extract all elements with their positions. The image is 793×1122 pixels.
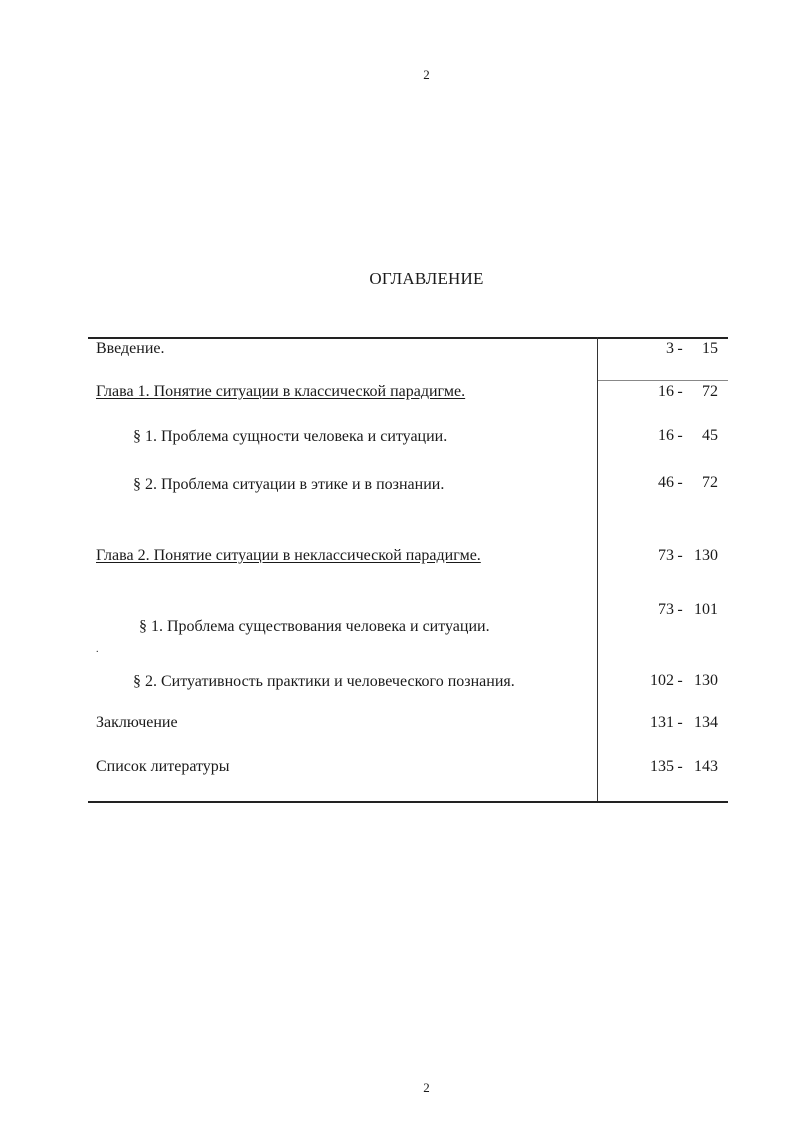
- page-to: 134: [694, 714, 718, 731]
- toc-entry-chapter-1: Глава 1. Понятие ситуации в классической парадигме.: [96, 383, 466, 400]
- toc-pages-conclusion: [628, 714, 718, 732]
- page-separator: -: [677, 474, 683, 491]
- page-from: 135: [650, 758, 674, 775]
- page-to: 45: [702, 427, 718, 444]
- page-to: 15: [702, 340, 718, 357]
- toc-pages-introduction: [628, 340, 718, 358]
- toc-pages-chapter-2-section-2: [628, 672, 718, 690]
- toc-pages-chapter-2-section-1: [628, 601, 718, 619]
- page-number-top: 2: [423, 67, 430, 82]
- page-separator: -: [677, 601, 683, 618]
- page-from: 16: [658, 383, 674, 400]
- page-to: 143: [694, 758, 718, 775]
- table-top-rule: [88, 337, 728, 339]
- column-divider: [597, 337, 598, 802]
- table-of-contents: [88, 337, 728, 802]
- stray-mark: .: [96, 644, 99, 655]
- toc-pages-chapter-1-section-2: [628, 474, 718, 492]
- toc-pages-chapter-1-section-1: [628, 427, 718, 445]
- page-to: 130: [694, 672, 718, 689]
- page-to: 72: [702, 474, 718, 491]
- page-from: 16: [658, 427, 674, 444]
- page-from: 131: [650, 714, 674, 731]
- page-to: 130: [694, 547, 718, 564]
- page-column-header-rule: [598, 380, 728, 381]
- toc-entry-chapter-2: Глава 2. Понятие ситуации в неклассической парадигме.: [96, 547, 481, 564]
- page-from: 73: [658, 601, 674, 618]
- toc-entry-conclusion: Заключение: [96, 714, 178, 731]
- page-from: 3: [666, 340, 674, 357]
- toc-pages-chapter-2: [628, 547, 718, 565]
- toc-entry-bibliography: Список литературы: [96, 758, 230, 775]
- page-title: ОГЛАВЛЕНИЕ: [369, 269, 484, 288]
- page-to: 72: [702, 383, 718, 400]
- page-to: 101: [694, 601, 718, 618]
- toc-entry-chapter-1-section-1: § 1. Проблема сущности человека и ситуации.: [133, 428, 448, 445]
- page-number-bottom: 2: [423, 1080, 430, 1095]
- page-separator: -: [677, 383, 683, 400]
- page-from: 102: [650, 672, 674, 689]
- toc-entry-chapter-1-section-2: § 2. Проблема ситуации в этике и в познании.: [133, 476, 445, 493]
- page-separator: -: [677, 547, 683, 564]
- toc-entry-chapter-2-section-2: § 2. Ситуативность практики и человеческого познания.: [133, 673, 515, 690]
- page-from: 73: [658, 547, 674, 564]
- page-separator: -: [677, 340, 683, 357]
- toc-pages-chapter-1: [628, 383, 718, 401]
- toc-entry-chapter-2-section-1: § 1. Проблема существования человека и ситуации.: [139, 618, 490, 635]
- toc-entry-introduction: Введение.: [96, 340, 165, 357]
- toc-pages-bibliography: [628, 758, 718, 776]
- page-from: 46: [658, 474, 674, 491]
- page-separator: -: [677, 714, 683, 731]
- page-separator: -: [677, 427, 683, 444]
- page-separator: -: [677, 672, 683, 689]
- page-separator: -: [677, 758, 683, 775]
- table-bottom-rule: [88, 801, 728, 803]
